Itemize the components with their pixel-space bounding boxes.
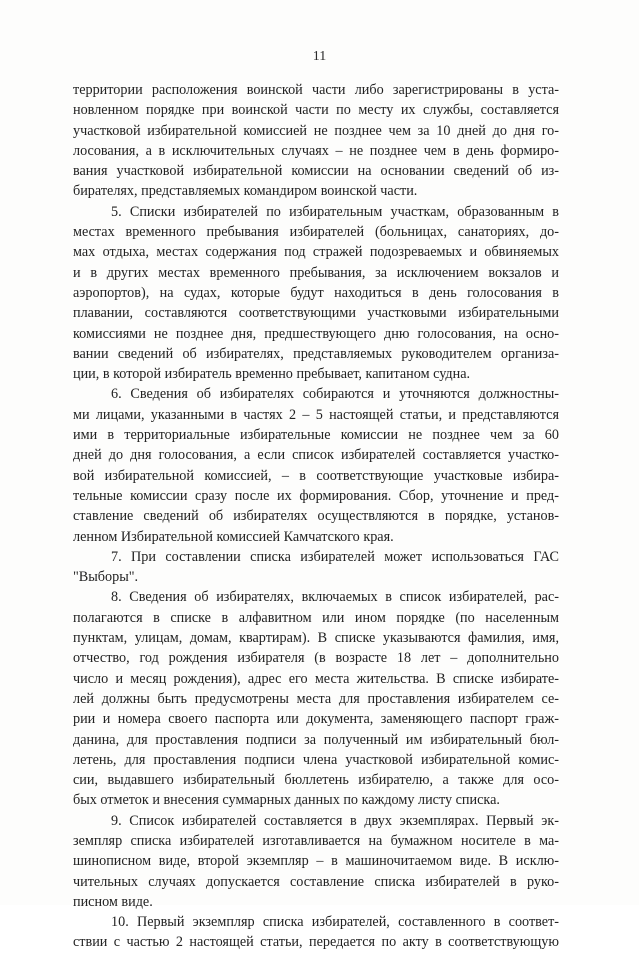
text-line: земпляр списка избирателей изготавливается на бумажном носителе в ма- — [73, 832, 559, 849]
text-line: лосования, а в исключительных случаях – не позднее чем в день формиро- — [73, 142, 559, 159]
text-line: 6. Сведения об избирателях собираются и уточняются должностны- — [111, 386, 559, 403]
text-line: дней до дня голосования, а если список избирателей составляется участко- — [73, 447, 559, 464]
page-number: 11 — [312, 49, 327, 64]
text-line: 9. Список избирателей составляется в двух экземплярах. Первый эк- — [111, 812, 559, 829]
text-line: вой избирательной комиссией, – в соответствующие участковые избира- — [73, 467, 559, 484]
text-line: данина, для проставления подписи за полученный им избирательный бюл- — [73, 731, 559, 748]
text-line: рии и номера своего паспорта или документа, заменяющего паспорт граж- — [73, 711, 559, 728]
text-line: комиссиями не позднее дня, предшествующего дню голосования, на осно- — [73, 325, 559, 342]
text-line: новленном порядке при воинской части по месту их службы, составляется — [73, 102, 559, 119]
text-line: шинописном виде, второй экземпляр – в машиночитаемом виде. В исклю- — [73, 853, 559, 870]
text-line: 8. Сведения об избирателях, включаемых в список избирателей, рас- — [111, 589, 559, 606]
text-line: полагаются в списке в алфавитном или ином порядке (по населенным — [73, 609, 559, 626]
text-line: "Выборы". — [73, 569, 139, 586]
text-line: писном виде. — [73, 893, 153, 910]
text-line: плавании, составляются соответствующими участковыми избирательными — [73, 305, 559, 322]
text-line: и в других местах временного пребывания, за исключением вокзалов и — [73, 264, 559, 281]
text-line: отчество, год рождения избирателя (в возрасте 18 лет – дополнительно — [73, 650, 559, 667]
text-line: 7. При составлении списка избирателей может использоваться ГАС — [111, 548, 559, 565]
text-line: тельные комиссии сразу после их формирования. Сбор, уточнение и пред- — [73, 487, 559, 504]
text-line: ленном Избирательной комиссией Камчатского края. — [73, 528, 394, 545]
body-text — [73, 80, 559, 953]
text-line: число и месяц рождения), адрес его места жительства. В списке избирате- — [73, 670, 559, 687]
text-line: территории расположения воинской части либо зарегистрированы в уста- — [73, 82, 559, 98]
text-line: лей должны быть предусмотрены места для проставления избирателем се- — [73, 690, 559, 707]
text-line: пунктам, улицам, домам, квартирам). В списке указываются фамилия, имя, — [73, 630, 559, 647]
text-line: чительных случаях допускается составление списка избирателей в руко- — [73, 873, 559, 890]
text-line: 10. Первый экземпляр списка избирателей, составленного в соответ- — [111, 914, 559, 931]
text-line: аэропортов), на судах, которые будут находиться в день голосования в — [73, 284, 559, 301]
text-line: ствии с частью 2 настоящей статьи, передается по акту в соответствующую — [73, 934, 559, 951]
text-line: бирателях, представляемых командиром воинской части. — [73, 183, 418, 200]
text-line: ми лицами, указанными в частях 2 – 5 настоящей статьи, и представляются — [73, 406, 559, 423]
text-line: бых отметок и внесения суммарных данных по каждому листу списка. — [73, 792, 500, 809]
text-line: мах отдыха, местах содержания под стражей подозреваемых и обвиняемых — [73, 244, 559, 261]
text-line: вании сведений об избирателях, представляемых руководителем организа- — [73, 345, 559, 362]
text-line: сии, выдавшего избирательный бюллетень избирателю, а также для осо- — [73, 772, 559, 789]
text-line: 5. Списки избирателей по избирательным участкам, образованным в — [111, 203, 559, 220]
text-line: местах временного пребывания избирателей (больницах, санаториях, до- — [73, 224, 559, 241]
text-line: ции, в которой избиратель временно пребывает, капитаном судна. — [73, 366, 471, 383]
text-line: вания участковой избирательной комиссии на основании сведений об из- — [73, 163, 559, 180]
text-line: летень, для проставления подписи члена участковой избирательной комис- — [73, 751, 559, 768]
text-line: ими в территориальные избирательные комиссии не позднее чем за 60 — [73, 427, 559, 444]
text-line: участковой избирательной комиссией не позднее чем за 10 дней до дня го- — [73, 122, 559, 139]
text-line: ставление сведений об избирателях осуществляются в порядке, установ- — [73, 508, 559, 525]
